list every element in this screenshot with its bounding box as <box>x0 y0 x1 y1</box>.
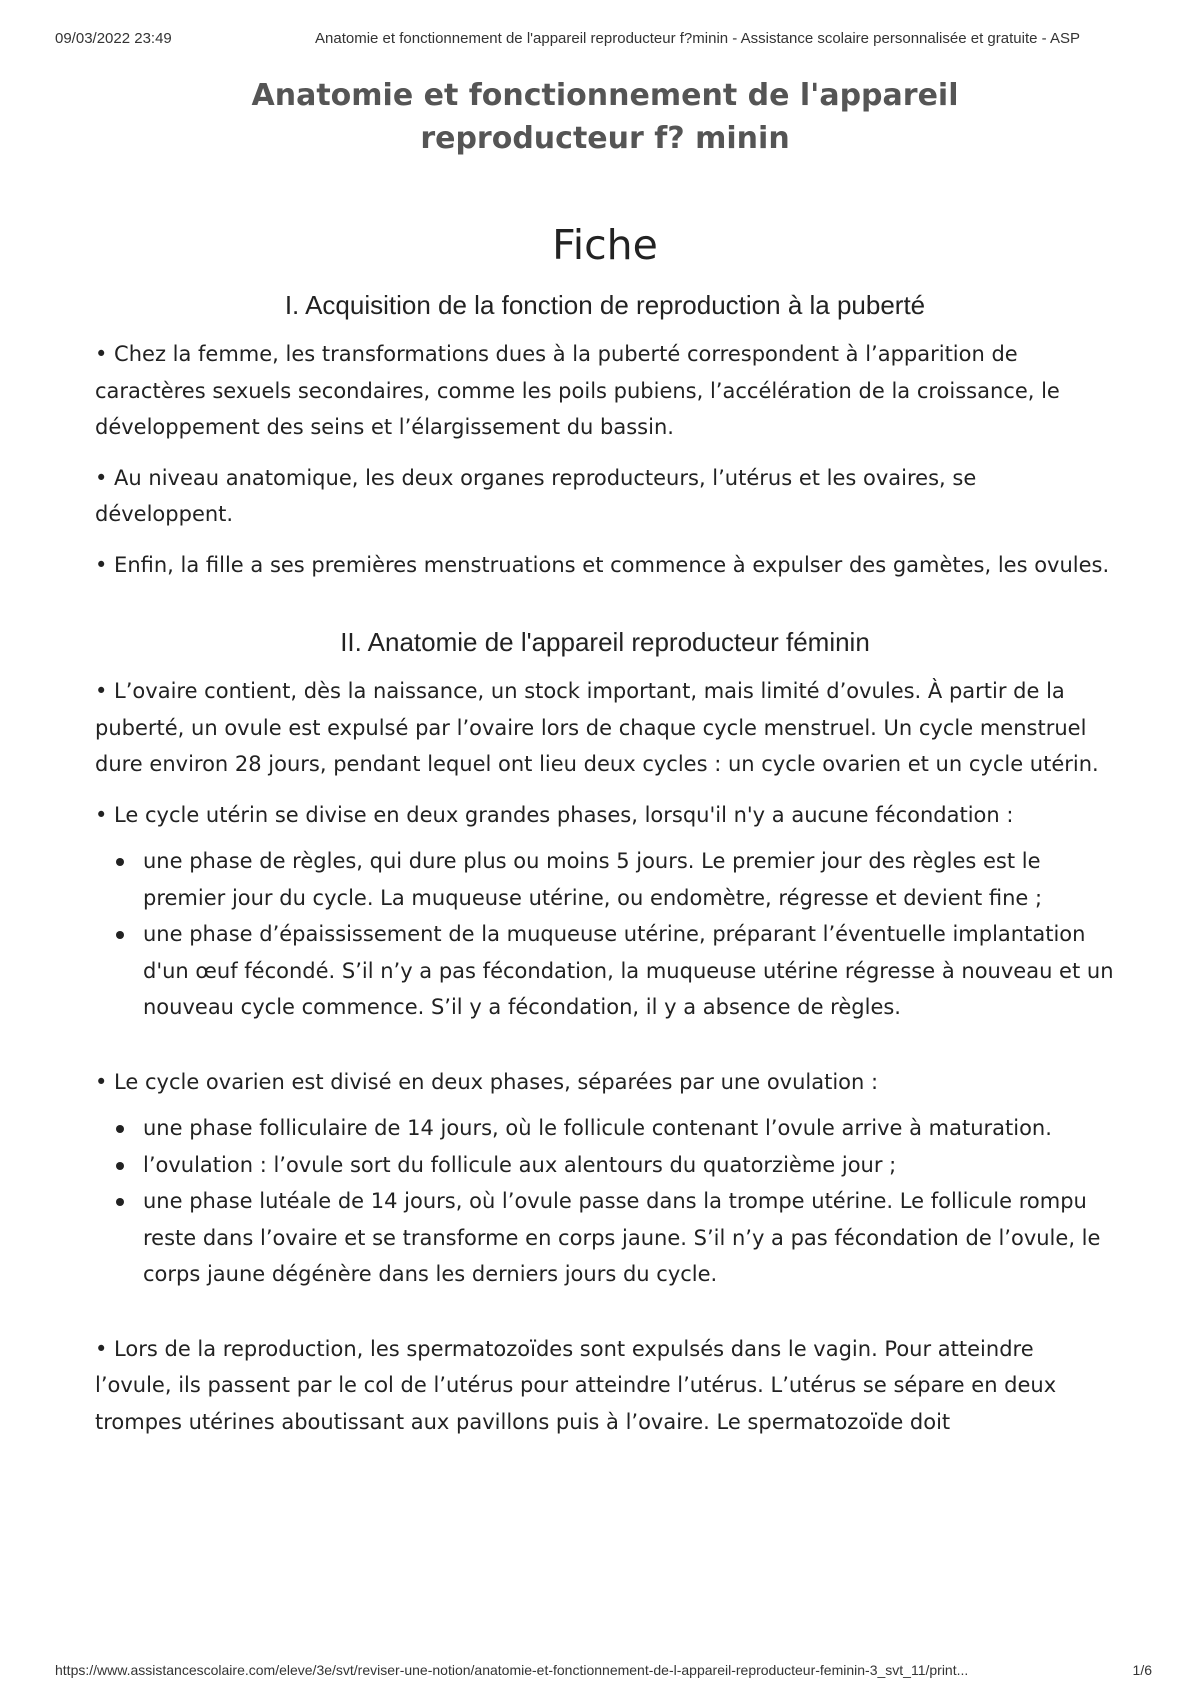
list-item: une phase lutéale de 14 jours, où l’ovule passe dans la trompe utérine. Le follicule rompu reste dans l’ovaire et se transforme en corps jaune. S’il n’y a pas fécondation de l’ovule, le corps jaune dégénère dans les derniers jours du cycle. <box>143 1183 1115 1293</box>
paragraph: • Au niveau anatomique, les deux organes reproducteurs, l’utérus et les ovaires, se développent. <box>95 465 977 526</box>
section-puberty <box>95 288 1115 583</box>
section-heading-anatomy: II. Anatomie de l'appareil reproducteur féminin <box>340 627 870 657</box>
uterine-cycle-list <box>95 843 1115 1026</box>
list-item: une phase de règles, qui dure plus ou moins 5 jours. Le premier jour des règles est le premier jour du cycle. La muqueuse utérine, ou endomètre, régresse et devient fine ; <box>143 843 1115 916</box>
document-content <box>95 74 1115 1440</box>
ovarian-cycle-list <box>95 1110 1115 1293</box>
page-title: Anatomie et fonctionnement de l'appareil reproducteur f? minin <box>251 78 959 156</box>
spacer <box>95 1293 1115 1317</box>
list-item: l’ovulation : l’ovule sort du follicule aux alentours du quatorzième jour ; <box>143 1147 1115 1184</box>
print-header <box>55 30 1110 47</box>
paragraph: • Lors de la reproduction, les spermatozoïdes sont expulsés dans le vagin. Pour atteindre l’ovule, ils passent par le col de l’utérus pour atteindre l’utérus. L’utérus se sépare en deux trompes utérines aboutissant aux pavillons puis à l’ovaire. Le spermatozoïde doit <box>95 1336 1057 1434</box>
fiche-label: Fiche <box>552 221 658 269</box>
print-footer <box>55 1662 1152 1678</box>
section-anatomy <box>95 625 1115 1440</box>
list-item: une phase d’épaississement de la muqueuse utérine, préparant l’éventuelle implantation d'un œuf fécondé. S’il n’y a pas fécondation, la muqueuse utérine régresse à nouveau et un nouveau cycle commence. S’il y a fécondation, il y a absence de règles. <box>143 916 1115 1026</box>
section-heading-puberty: I. Acquisition de la fonction de reproduction à la puberté <box>284 290 926 320</box>
list-item: une phase folliculaire de 14 jours, où le follicule contenant l’ovule arrive à maturation. <box>143 1110 1115 1147</box>
paragraph: • Chez la femme, les transformations dues à la puberté correspondent à l’apparition de caractères sexuels secondaires, comme les poils pubiens, l’accélération de la croissance, le développement des seins et l’élargissement du bassin. <box>95 342 1060 439</box>
paragraph: • Enfin, la fille a ses premières menstruations et commence à expulser des gamètes, les ovules. <box>95 552 1110 577</box>
print-datetime: 09/03/2022 23:49 <box>55 30 172 47</box>
print-url: https://www.assistancescolaire.com/eleve/3e/svt/reviser-une-notion/anatomie-et-fonctionnement-de-l-appareil-reproducteur-feminin-3_svt_11/print... <box>55 1662 969 1678</box>
print-page-title: Anatomie et fonctionnement de l'appareil reproducteur f?minin - Assistance scolaire personnalisée et gratuite - ASP <box>315 30 1080 47</box>
spacer <box>95 1026 1115 1050</box>
paragraph: • L’ovaire contient, dès la naissance, un stock important, mais limité d’ovules. À partir de la puberté, un ovule est expulsé par l’ovaire lors de chaque cycle menstruel. Un cycle menstruel dure environ 28 jours, pendant lequel ont lieu deux cycles : un cycle ovarien et un cycle utérin. <box>95 679 1099 776</box>
page-number: 1/6 <box>1132 1662 1152 1678</box>
uterine-cycle-lead: • Le cycle utérin se divise en deux grandes phases, lorsqu'il n'y a aucune fécondation : <box>95 802 1014 827</box>
ovarian-cycle-lead: • Le cycle ovarien est divisé en deux phases, séparées par une ovulation : <box>95 1069 879 1094</box>
